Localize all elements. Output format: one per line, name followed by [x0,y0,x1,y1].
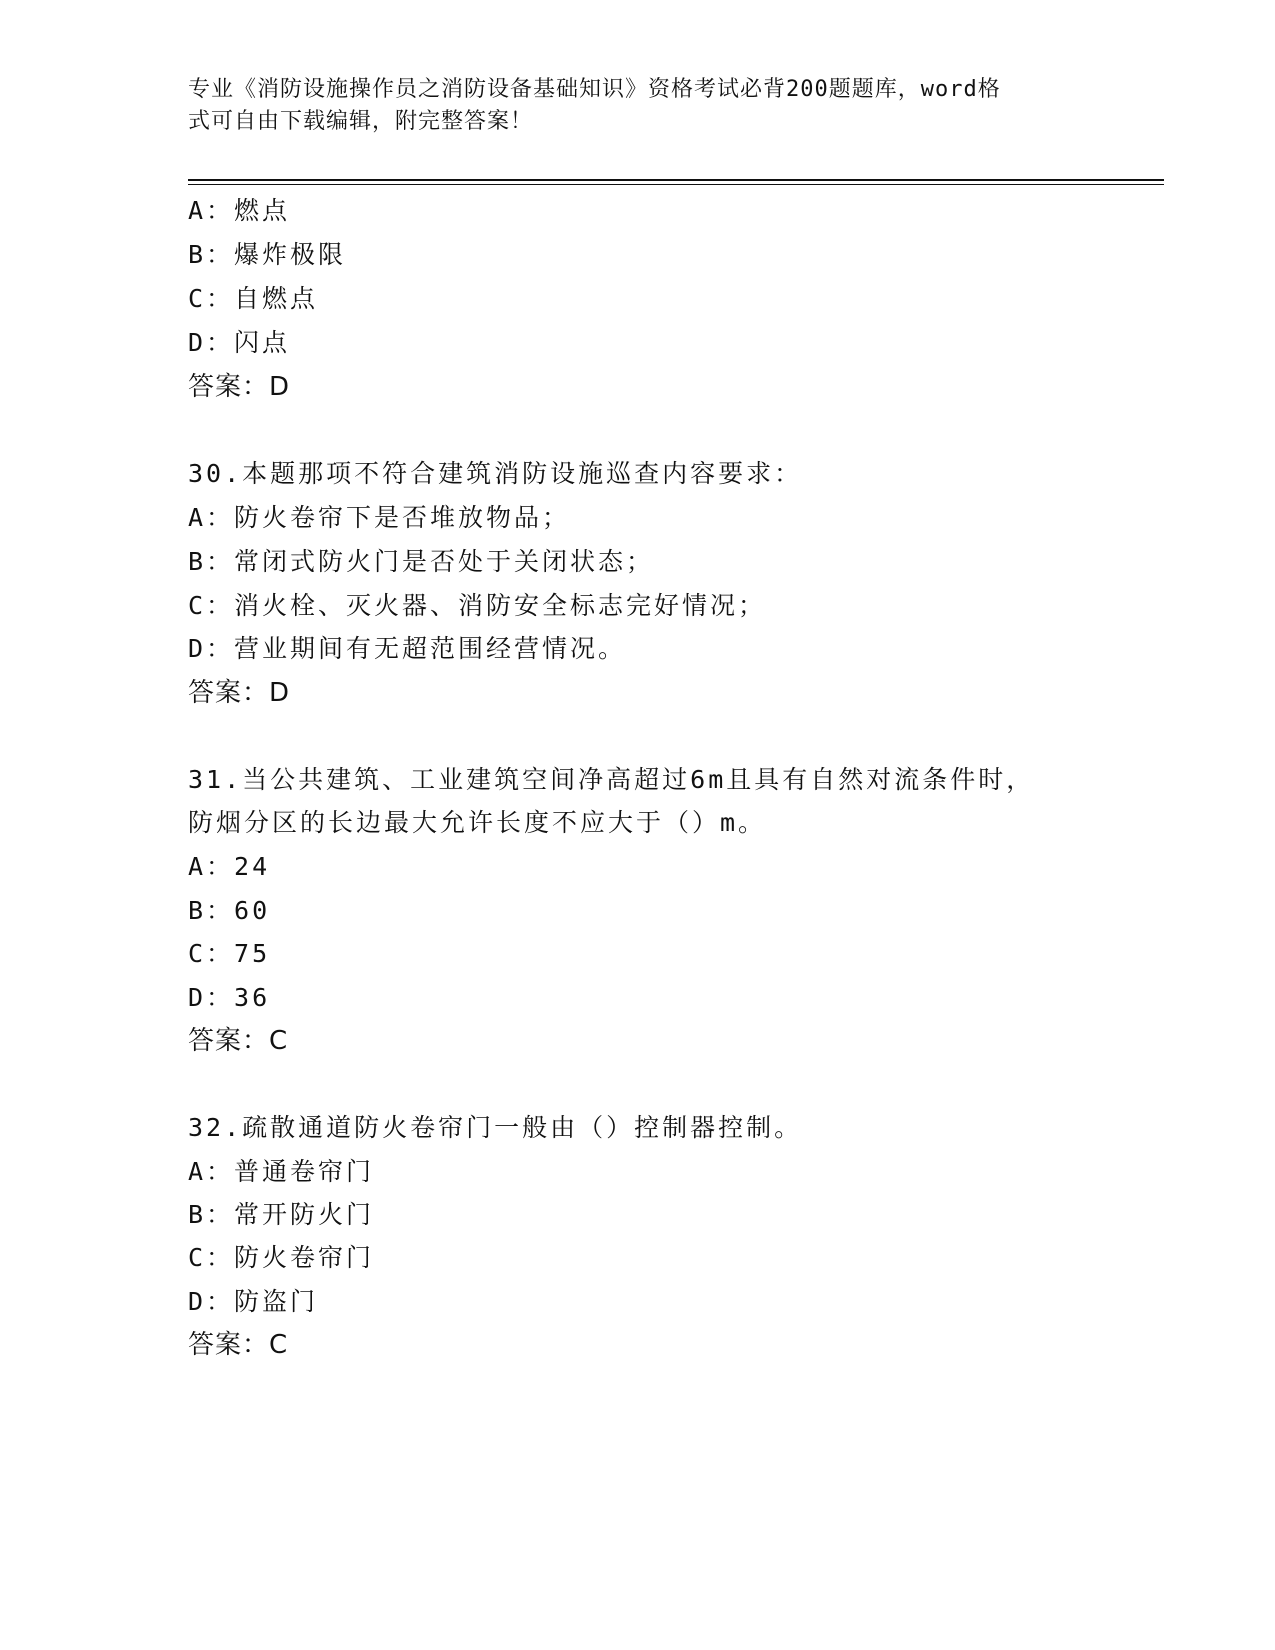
q31-option-b: B：60 [188,896,271,925]
q31-answer: 答案：C [188,1026,289,1056]
q30-answer: 答案：D [188,678,291,708]
prev-option-d: D：闪点 [188,328,291,357]
prev-answer: 答案：D [188,372,291,402]
q30-stem: 30.本题那项不符合建筑消防设施巡查内容要求： [188,459,803,488]
q31-option-c: C：75 [188,939,271,968]
q32-option-c: C：防火卷帘门 [188,1243,375,1272]
prev-option-c: C：自燃点 [188,284,319,313]
q31-stem-line-2: 防烟分区的长边最大允许长度不应大于（）m。 [188,808,767,837]
q32-option-b: B：常开防火门 [188,1200,375,1229]
header-divider-thick [188,179,1164,181]
document-header [188,74,1088,138]
header-line-2: 式可自由下载编辑，附完整答案！ [188,109,534,134]
q30-option-d: D：营业期间有无超范围经营情况。 [188,634,627,663]
q31-stem-line-1: 31.当公共建筑、工业建筑空间净高超过6m且具有自然对流条件时， [188,765,1035,794]
q30-option-a: A：防火卷帘下是否堆放物品； [188,503,571,532]
prev-option-a: A：燃点 [188,196,291,225]
q31-option-d: D：36 [188,983,271,1012]
header-divider-thin [188,184,1164,185]
q30-option-c: C：消火栓、灭火器、消防安全标志完好情况； [188,591,767,620]
q32-stem: 32.疏散通道防火卷帘门一般由（）控制器控制。 [188,1113,803,1142]
q31-option-a: A：24 [188,852,271,881]
q30-option-b: B：常闭式防火门是否处于关闭状态； [188,547,655,576]
q32-option-a: A：普通卷帘门 [188,1157,375,1186]
prev-option-b: B：爆炸极限 [188,240,347,269]
q32-answer: 答案：C [188,1330,289,1360]
q32-option-d: D：防盗门 [188,1287,319,1316]
header-line-1: 专业《消防设施操作员之消防设备基础知识》资格考试必背200题题库，word格 [188,77,1001,102]
